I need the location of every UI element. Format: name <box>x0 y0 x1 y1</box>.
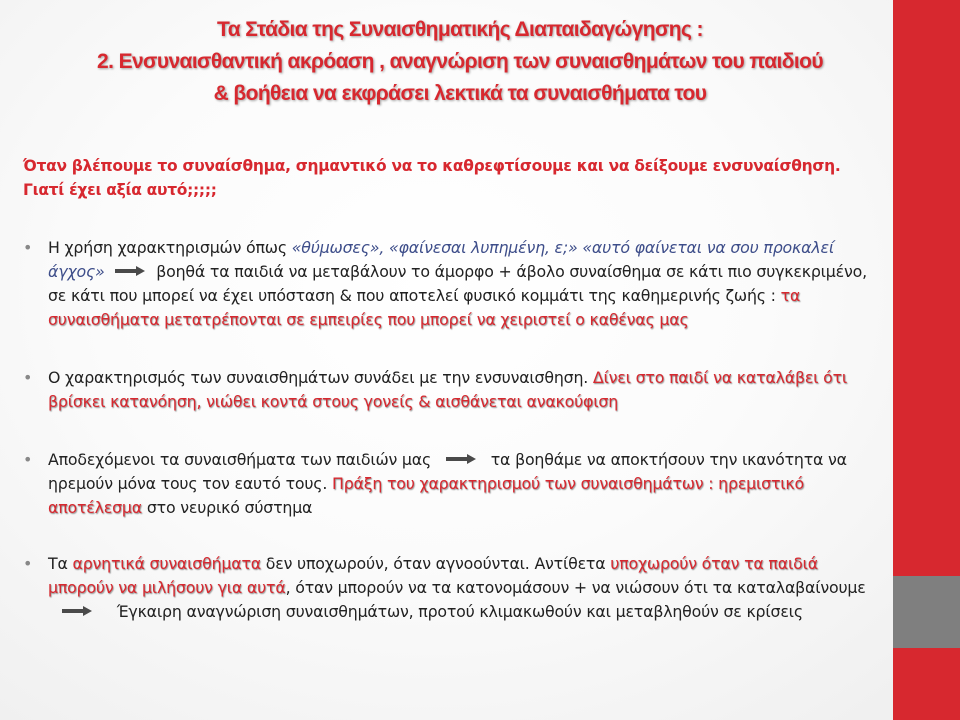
bullet-4-text-mid2: , όταν μπορούν να τα κατονομάσουν + να νιώσουν ότι τα καταλαβαίνουμε <box>285 578 866 597</box>
bullet-3-text-after: τα βοηθάμε να αποκτήσουν την ικανότητα να ηρεμούν μόνα τους τον εαυτό τους. <box>48 450 847 493</box>
bullet-2-text-before: Ο χαρακτηρισμός των συναισθημάτων συνάδει με την ενσυναισθηση. <box>48 368 593 387</box>
slide-title <box>40 14 880 110</box>
bullet-1-highlight: τα συναισθήματα μετατρέπονται σε εμπειρίες που μπορεί να χειριστεί ο καθένας μας <box>48 286 801 329</box>
bullet-item-2 <box>23 366 885 414</box>
bullet-4-highlight-2: υποχωρούν όταν τα παιδιά μπορούν να μιλήσουν για αυτά <box>48 554 818 597</box>
bullet-dot-icon: • <box>23 368 33 387</box>
bullet-4-text-before: Τα <box>48 554 73 573</box>
bullet-3-highlight: Πράξη του χαρακτηρισμού των συναισθημάτων : ηρεμιστικό αποτέλεσμα <box>48 474 805 517</box>
bullet-item-1 <box>23 236 885 332</box>
title-line-1: Τα Στάδια της Συναισθηματικής Διαπαιδαγώγησης : <box>217 18 703 41</box>
bullet-3-text-before: Αποδεχόμενοι τα συναισθήματα των παιδιών μας <box>48 450 432 469</box>
title-line-3: & βοήθεια να εκφράσει λεκτικά τα συναισθήματα του <box>213 82 707 105</box>
bullet-item-4 <box>23 552 885 624</box>
accent-bar-gray <box>893 576 960 648</box>
bullet-4-highlight-1: αρνητικά συναισθήματα <box>72 554 261 573</box>
bullet-dot-icon: • <box>23 450 33 469</box>
bullet-dot-icon: • <box>23 554 33 573</box>
bullet-3-text-end: στο νευρικό σύστημα <box>142 498 313 517</box>
bullet-dot-icon: • <box>23 238 33 257</box>
bullet-2-highlight: Δίνει στο παιδί να καταλάβει ότι βρίσκει κατανόηση, νιώθει κοντά στους γονείς & αισθάνεται ανακούφιση <box>48 368 848 411</box>
bullet-1-text-before: Η χρήση χαρακτηρισμών όπως <box>48 238 292 257</box>
right-arrow-icon <box>62 606 92 616</box>
bullet-1-text-after: βοηθά τα παιδιά να μεταβάλουν το άμορφο + άβολο συναίσθημα σε κάτι πιο συγκεκριμένο, σε κάτι που μπορεί να έχει υπόσταση & που αποτελεί φυσικό κομμάτι της καθημερινής ζωής : <box>48 262 867 305</box>
title-line-2: 2. Ενσυναισθαντική ακρόαση , αναγνώριση των συναισθημάτων του παιδιού <box>97 50 823 73</box>
right-arrow-icon <box>115 266 145 276</box>
right-arrow-icon <box>446 454 476 464</box>
accent-bar-red-bottom <box>893 648 960 720</box>
bullet-item-3 <box>23 448 885 520</box>
bullet-1-quote: «θύμωσες», «φαίνεσαι λυπημένη, ε;» «αυτό φαίνεται να σου προκαλεί άγχος» <box>48 238 834 281</box>
bullet-list <box>23 236 885 624</box>
bullet-4-text-after: Έγκαιρη αναγνώριση συναισθημάτων, προτού κλιμακωθούν και μεταβληθούν σε κρίσεις <box>116 602 803 621</box>
bullet-4-text-mid: δεν υποχωρούν, όταν αγνοούνται. Αντίθετα <box>260 554 611 573</box>
accent-bar-red <box>893 0 960 576</box>
intro-paragraph: Όταν βλέπουμε το συναίσθημα, σημαντικό να το καθρεφτίσουμε και να δείξουμε ενσυναίσθηση. Γιατί έχει αξία αυτό;;;;; <box>23 157 841 199</box>
